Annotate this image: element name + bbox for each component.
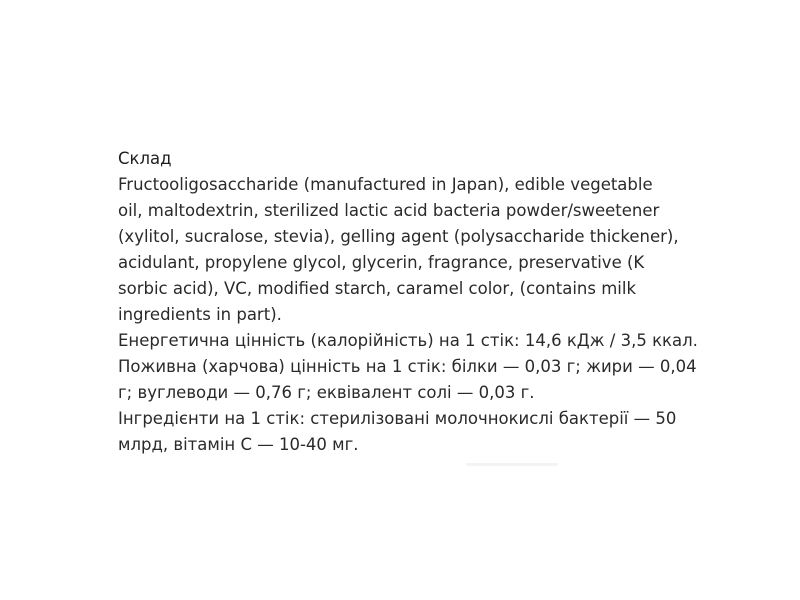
nutrition-value-line: г; вуглеводи — 0,76 г; еквівалент солі — 0,03 г. <box>118 383 535 402</box>
composition-line: acidulant, propylene glycol, glycerin, fragrance, preservative (K <box>118 253 645 272</box>
composition-section <box>118 146 718 458</box>
composition-heading: Склад <box>118 149 172 168</box>
composition-line: oil, maltodextrin, sterilized lactic acid bacteria powder/sweetener <box>118 201 660 220</box>
nutrition-value-line: Поживна (харчова) цінність на 1 стік: білки — 0,03 г; жири — 0,04 <box>118 357 697 376</box>
composition-line: (xylitol, sucralose, stevia), gelling agent (polysaccharide thickener), <box>118 227 679 246</box>
energy-value-line: Енергетична цінність (калорійність) на 1 стік: 14,6 кДж / 3,5 ккал. <box>118 331 698 350</box>
composition-line: Fructooligosaccharide (manufactured in Japan), edible vegetable <box>118 175 653 194</box>
faint-divider <box>466 463 558 466</box>
composition-line: sorbic acid), VC, modified starch, caramel color, (contains milk <box>118 279 636 298</box>
ingredients-per-stick-line: Інгредієнти на 1 стік: стерилізовані молочнокислі бактерії — 50 <box>118 409 677 428</box>
composition-line: ingredients in part). <box>118 305 282 324</box>
ingredients-per-stick-line: млрд, вітамін С — 10-40 мг. <box>118 435 359 454</box>
